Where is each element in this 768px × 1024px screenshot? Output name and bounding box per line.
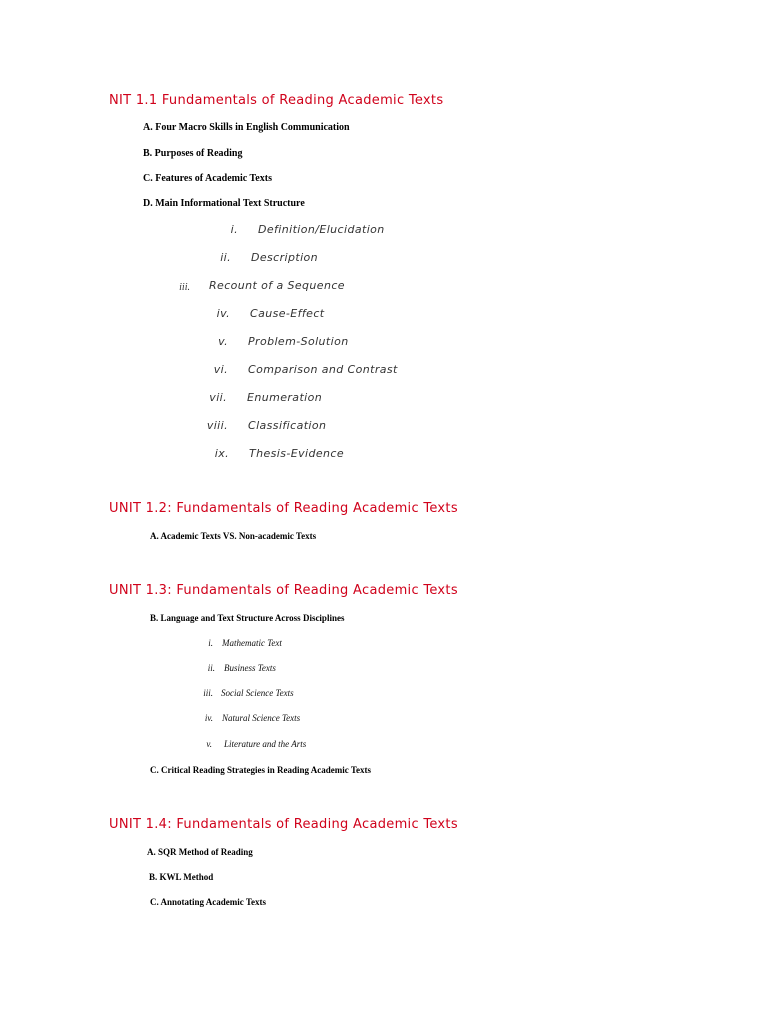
list-number: iv. [204,713,213,723]
unit-1-2-heading: UNIT 1.2: Fundamentals of Reading Academic Texts [109,501,458,516]
list-number: v. [206,739,212,749]
list-label: Problem-Solution [248,335,349,348]
list-label: Business Texts [224,663,276,673]
list-number: vii. [209,391,227,404]
list-number: vi. [213,363,228,376]
unit-1-1-item-d: D. Main Informational Text Structure [143,198,305,209]
list-number: ii. [207,663,215,673]
unit-1-3-item-c: C. Critical Reading Strategies in Reading Academic Texts [150,765,371,775]
unit-1-1-item-c: C. Features of Academic Texts [143,173,272,184]
unit-1-3-item-b: B. Language and Text Structure Across Disciplines [150,613,345,623]
list-number: viii. [206,419,228,432]
list-number: ix. [214,447,229,460]
unit-1-2-item-a: A. Academic Texts VS. Non-academic Texts [150,531,317,541]
list-number: i. [208,638,213,648]
list-number: ii. [220,251,231,264]
list-number: iv. [216,307,230,320]
list-label: Cause-Effect [250,307,325,320]
list-label: Classification [248,419,327,432]
list-label: Recount of a Sequence [209,279,345,292]
list-label: Literature and the Arts [224,739,307,749]
list-label: Mathematic Text [222,638,282,648]
list-label: Enumeration [247,391,323,404]
list-number: v. [218,335,228,348]
list-label: Social Science Texts [221,688,294,698]
list-label: Description [251,251,319,264]
unit-1-4-item-b: B. KWL Method [149,872,214,882]
list-label: Comparison and Contrast [248,363,398,376]
unit-1-4-item-a: A. SQR Method of Reading [147,847,253,857]
unit-1-4-heading: UNIT 1.4: Fundamentals of Reading Academic Texts [109,817,458,832]
unit-1-1-item-a: A. Four Macro Skills in English Communication [143,122,350,133]
unit-1-3-heading: UNIT 1.3: Fundamentals of Reading Academic Texts [109,583,458,598]
list-number: iii. [179,282,190,293]
unit-1-1-heading: NIT 1.1 Fundamentals of Reading Academic Texts [109,93,444,108]
list-label: Thesis-Evidence [249,447,344,460]
list-label: Definition/Elucidation [258,223,385,236]
list-number: iii. [203,688,213,698]
list-label: Natural Science Texts [222,713,301,723]
unit-1-4-item-c: C. Annotating Academic Texts [150,897,267,907]
unit-1-1-item-b: B. Purposes of Reading [143,148,243,159]
list-number: i. [230,223,238,236]
